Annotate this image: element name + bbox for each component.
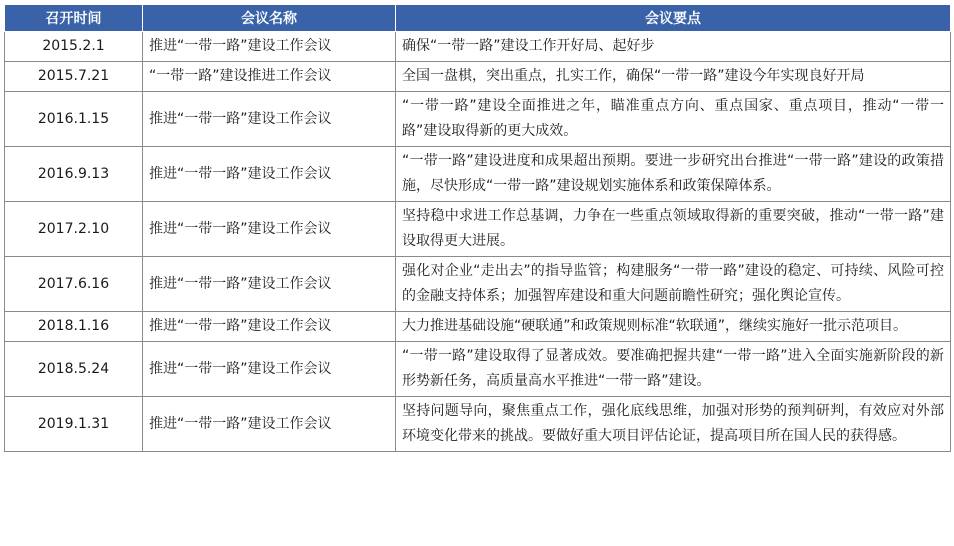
meeting-points: “一带一路”建设取得了显著成效。要准确把握共建“一带一路”进入全面实施新阶段的新形势新任务，高质量高水平推进“一带一路”建设。: [396, 342, 951, 397]
meeting-name: “一带一路”建设推进工作会议: [143, 62, 396, 92]
meeting-name: 推进“一带一路”建设工作会议: [143, 92, 396, 147]
table-row: [5, 92, 951, 147]
meeting-date: 2018.1.16: [5, 312, 143, 342]
meeting-date: 2015.2.1: [5, 32, 143, 62]
table-row: [5, 147, 951, 202]
meeting-points: 强化对企业“走出去”的指导监管；构建服务“一带一路”建设的稳定、可持续、风险可控的金融支持体系；加强智库建设和重大问题前瞻性研究；强化舆论宣传。: [396, 257, 951, 312]
header-meeting-name: 会议名称: [143, 5, 396, 32]
meeting-name: 推进“一带一路”建设工作会议: [143, 397, 396, 452]
table-row: [5, 202, 951, 257]
meeting-name: 推进“一带一路”建设工作会议: [143, 257, 396, 312]
table-row: [5, 257, 951, 312]
header-key-points: 会议要点: [396, 5, 951, 32]
meeting-points: 大力推进基础设施“硬联通”和政策规则标准“软联通”，继续实施好一批示范项目。: [396, 312, 951, 342]
meeting-points: 坚持稳中求进工作总基调，力争在一些重点领域取得新的重要突破，推动“一带一路”建设取得更大进展。: [396, 202, 951, 257]
meeting-name: 推进“一带一路”建设工作会议: [143, 312, 396, 342]
meeting-date: 2015.7.21: [5, 62, 143, 92]
meeting-points: 坚持问题导向，聚焦重点工作，强化底线思维，加强对形势的预判研判，有效应对外部环境变化带来的挑战。要做好重大项目评估论证，提高项目所在国人民的获得感。: [396, 397, 951, 452]
meeting-name: 推进“一带一路”建设工作会议: [143, 202, 396, 257]
meeting-points: “一带一路”建设进度和成果超出预期。要进一步研究出台推进“一带一路”建设的政策措施，尽快形成“一带一路”建设规划实施体系和政策保障体系。: [396, 147, 951, 202]
meeting-points: “一带一路”建设全面推进之年，瞄准重点方向、重点国家、重点项目，推动“一带一路”建设取得新的更大成效。: [396, 92, 951, 147]
meetings-table: [4, 4, 951, 452]
table-row: [5, 32, 951, 62]
table-row: [5, 397, 951, 452]
meeting-date: 2019.1.31: [5, 397, 143, 452]
meeting-date: 2016.9.13: [5, 147, 143, 202]
meeting-points: 确保“一带一路”建设工作开好局、起好步: [396, 32, 951, 62]
table-row: [5, 312, 951, 342]
meeting-date: 2017.6.16: [5, 257, 143, 312]
meeting-date: 2018.5.24: [5, 342, 143, 397]
header-row: [5, 5, 951, 32]
meeting-name: 推进“一带一路”建设工作会议: [143, 32, 396, 62]
meeting-date: 2016.1.15: [5, 92, 143, 147]
table-row: [5, 62, 951, 92]
table-row: [5, 342, 951, 397]
meeting-date: 2017.2.10: [5, 202, 143, 257]
meeting-name: 推进“一带一路”建设工作会议: [143, 342, 396, 397]
header-date: 召开时间: [5, 5, 143, 32]
meeting-name: 推进“一带一路”建设工作会议: [143, 147, 396, 202]
meeting-points: 全国一盘棋，突出重点，扎实工作，确保“一带一路”建设今年实现良好开局: [396, 62, 951, 92]
